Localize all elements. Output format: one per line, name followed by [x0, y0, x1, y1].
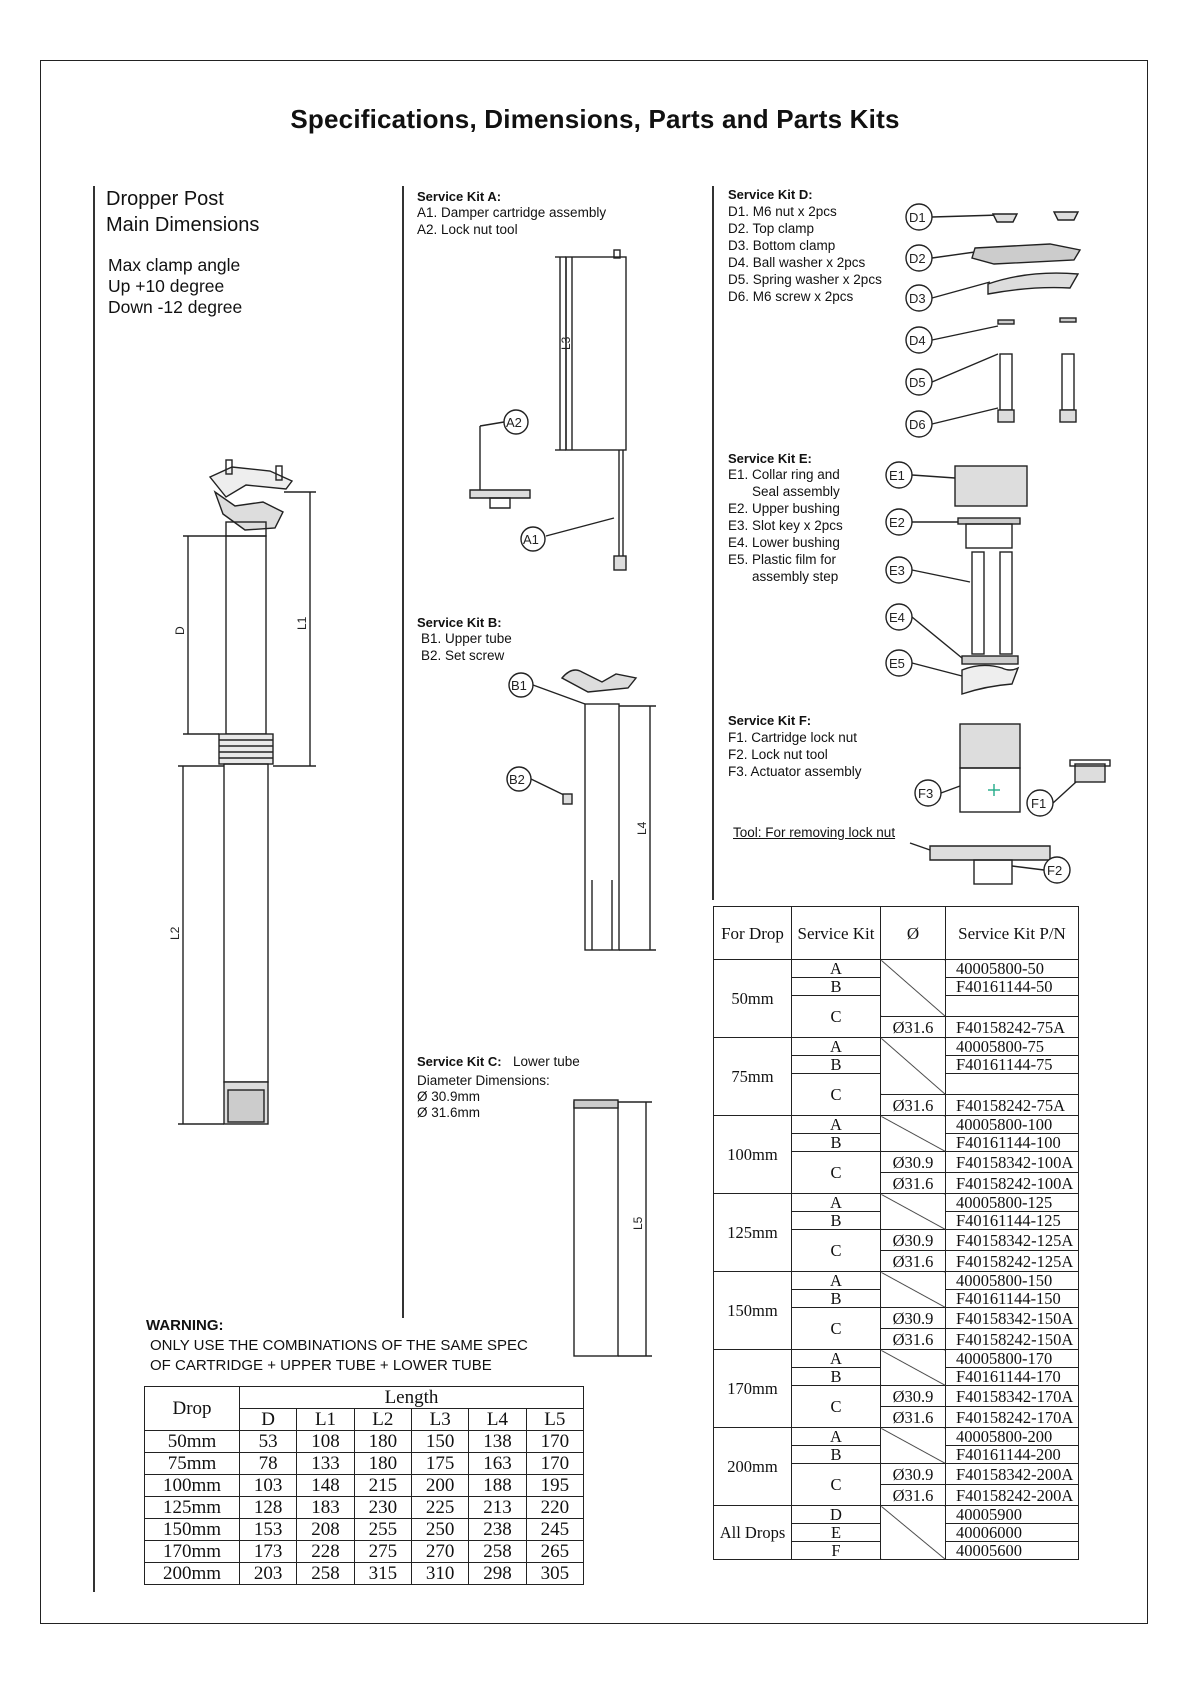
- kit-e-parts: [886, 462, 1027, 694]
- angle-line-3: Down -12 degree: [108, 297, 243, 317]
- kit-diam-cell: Ø30.9: [881, 1152, 946, 1173]
- dim-label-l2: L2: [168, 926, 182, 940]
- dim-label-l5: L5: [631, 1216, 645, 1230]
- kit-pn-cell: F40158342-100A: [946, 1152, 1079, 1173]
- kit-pn-cell: F40161144-50: [946, 978, 1079, 996]
- kit-diam-cell: Ø31.6: [881, 1017, 946, 1038]
- table-row: [145, 1431, 584, 1453]
- dim-value-cell: 173: [240, 1541, 297, 1563]
- kit-c-subtitle: Lower tube: [513, 1054, 580, 1069]
- kit-pn-cell: F40158242-75A: [946, 1017, 1079, 1038]
- service-kit-table: [713, 906, 1079, 1560]
- kit-pn-cell: 40005800-150: [946, 1272, 1079, 1290]
- kit-pn-cell: F40161144-75: [946, 1056, 1079, 1074]
- kit-pn-cell: 40005600: [946, 1542, 1079, 1560]
- kit-c-diam-title: Diameter Dimensions:: [417, 1073, 550, 1088]
- table-row: [714, 960, 1079, 978]
- dim-value-cell: 255: [354, 1519, 411, 1541]
- kit-a-item-2: A2. Lock nut tool: [417, 222, 518, 237]
- dim-value-cell: 133: [297, 1453, 354, 1475]
- dim-value-cell: 215: [354, 1475, 411, 1497]
- dim-col-header: L3: [411, 1409, 468, 1431]
- table-row: [714, 1428, 1079, 1446]
- kit-pn-cell: 40006000: [946, 1524, 1079, 1542]
- callout-d5: D5: [909, 375, 926, 390]
- dim-value-cell: 238: [469, 1519, 526, 1541]
- dim-col-header: L1: [297, 1409, 354, 1431]
- kit-e-item-1: E1. Collar ring and: [728, 467, 840, 482]
- dim-drop-cell: 50mm: [145, 1431, 240, 1453]
- kit-drop-cell: 150mm: [714, 1272, 792, 1350]
- kit-diam-cell: Ø31.6: [881, 1251, 946, 1272]
- kit-diam-slash: [881, 1506, 946, 1560]
- callout-b1: B1: [511, 678, 527, 693]
- kit-header-kit: Service Kit: [792, 907, 881, 960]
- dim-col-header: L2: [354, 1409, 411, 1431]
- kit-diam-slash: [881, 1272, 946, 1308]
- kit-pn-cell: F40158242-100A: [946, 1173, 1079, 1194]
- kit-letter-cell: C: [792, 1230, 881, 1272]
- kit-d-item-2: D2. Top clamp: [728, 221, 815, 236]
- callout-a2: A2: [506, 415, 522, 430]
- kit-e-item-2: E2. Upper bushing: [728, 501, 840, 516]
- kit-letter-cell: C: [792, 1074, 881, 1116]
- kit-pn-cell: F40161144-150: [946, 1290, 1079, 1308]
- callout-f1: F1: [1031, 796, 1047, 811]
- callout-d3: D3: [909, 291, 926, 306]
- dim-drop-header: Drop: [145, 1387, 240, 1431]
- dim-label-d: D: [173, 626, 187, 635]
- kit-letter-cell: B: [792, 1056, 881, 1074]
- dim-col-header: L4: [469, 1409, 526, 1431]
- dim-value-cell: 103: [240, 1475, 297, 1497]
- dim-value-cell: 153: [240, 1519, 297, 1541]
- kit-d-item-6: D6. M6 screw x 2pcs: [728, 289, 854, 304]
- table-row: [714, 1038, 1079, 1056]
- callout-b2: B2: [509, 772, 525, 787]
- kit-header-diam: Ø: [881, 907, 946, 960]
- table-row: [145, 1563, 584, 1585]
- kit-d-item-3: D3. Bottom clamp: [728, 238, 836, 253]
- kit-c-heading: Service Kit C:: [417, 1054, 502, 1069]
- angle-line-1: Max clamp angle: [108, 255, 241, 275]
- dim-value-cell: 170: [526, 1431, 583, 1453]
- dim-col-header: D: [240, 1409, 297, 1431]
- kit-letter-cell: A: [792, 1428, 881, 1446]
- kit-diam-slash: [881, 1428, 946, 1464]
- kit-drop-cell: 75mm: [714, 1038, 792, 1116]
- dim-length-header: Length: [240, 1387, 584, 1409]
- kit-diam-cell: Ø31.6: [881, 1485, 946, 1506]
- table-row: [145, 1475, 584, 1497]
- kit-diam-slash: [881, 960, 946, 1017]
- callout-e3: E3: [889, 563, 905, 578]
- kit-diam-cell: Ø30.9: [881, 1464, 946, 1485]
- tool-label: Tool: For removing lock nut: [733, 825, 896, 840]
- kit-c-diam-2: Ø 31.6mm: [417, 1105, 481, 1120]
- kit-f-item-1: F1. Cartridge lock nut: [728, 730, 858, 745]
- kit-pn-empty: [946, 1074, 1079, 1095]
- kit-pn-cell: 40005800-170: [946, 1350, 1079, 1368]
- kit-f-parts: [910, 724, 1110, 884]
- lock-nut-tool-a2: [470, 410, 614, 551]
- kit-d-heading: Service Kit D:: [728, 187, 813, 202]
- kit-e-item-4: E4. Lower bushing: [728, 535, 840, 550]
- upper-tube-drawing: [507, 670, 656, 950]
- cartridge-drawing: [555, 250, 626, 570]
- kit-f-heading: Service Kit F:: [728, 713, 812, 728]
- kit-header-drop: For Drop: [714, 907, 792, 960]
- table-row: [714, 1194, 1079, 1212]
- kit-diam-slash: [881, 1038, 946, 1095]
- table-row: [145, 1519, 584, 1541]
- table-row: [714, 1350, 1079, 1368]
- kit-letter-cell: C: [792, 1386, 881, 1428]
- kit-b-item-1: B1. Upper tube: [421, 631, 512, 646]
- callout-e2: E2: [889, 515, 905, 530]
- kit-e-item-5: E5. Plastic film for: [728, 552, 837, 567]
- dim-value-cell: 203: [240, 1563, 297, 1585]
- table-row: [145, 1453, 584, 1475]
- kit-pn-cell: F40161144-100: [946, 1134, 1079, 1152]
- kit-drop-cell: 100mm: [714, 1116, 792, 1194]
- kit-body: [714, 960, 1079, 1560]
- dim-value-cell: 228: [297, 1541, 354, 1563]
- dim-drop-cell: 125mm: [145, 1497, 240, 1519]
- warning-line-2: OF CARTRIDGE + UPPER TUBE + LOWER TUBE: [150, 1357, 492, 1374]
- dim-value-cell: 265: [526, 1541, 583, 1563]
- kit-diam-cell: Ø30.9: [881, 1386, 946, 1407]
- kit-e-item-5b: assembly step: [752, 569, 839, 584]
- kit-letter-cell: F: [792, 1542, 881, 1560]
- kit-letter-cell: A: [792, 1038, 881, 1056]
- dim-value-cell: 230: [354, 1497, 411, 1519]
- callout-e5: E5: [889, 656, 905, 671]
- dim-value-cell: 250: [411, 1519, 468, 1541]
- kit-drop-cell: 125mm: [714, 1194, 792, 1272]
- kit-a-heading: Service Kit A:: [417, 189, 502, 204]
- dim-value-cell: 170: [526, 1453, 583, 1475]
- kit-b-heading: Service Kit B:: [417, 615, 502, 630]
- kit-pn-cell: 40005900: [946, 1506, 1079, 1524]
- dim-value-cell: 180: [354, 1453, 411, 1475]
- warning-block: [146, 1316, 528, 1376]
- dim-value-cell: 108: [297, 1431, 354, 1453]
- warning-line-1: ONLY USE THE COMBINATIONS OF THE SAME SPEC: [150, 1337, 528, 1354]
- kit-pn-cell: F40158242-75A: [946, 1095, 1079, 1116]
- kit-diam-cell: Ø31.6: [881, 1173, 946, 1194]
- callout-e1: E1: [889, 468, 905, 483]
- dim-drop-cell: 100mm: [145, 1475, 240, 1497]
- kit-letter-cell: A: [792, 1116, 881, 1134]
- dim-label-l1: L1: [295, 616, 309, 630]
- kit-pn-cell: 40005800-75: [946, 1038, 1079, 1056]
- kit-d-item-1: D1. M6 nut x 2pcs: [728, 204, 837, 219]
- dim-drop-cell: 150mm: [145, 1519, 240, 1541]
- kit-letter-cell: C: [792, 1464, 881, 1506]
- dim-value-cell: 275: [354, 1541, 411, 1563]
- dim-value-cell: 180: [354, 1431, 411, 1453]
- kit-diam-cell: Ø31.6: [881, 1329, 946, 1350]
- kit-pn-cell: F40158242-200A: [946, 1485, 1079, 1506]
- dim-value-cell: 258: [469, 1541, 526, 1563]
- kit-diam-cell: Ø30.9: [881, 1308, 946, 1329]
- kit-pn-cell: 40005800-50: [946, 960, 1079, 978]
- kit-letter-cell: A: [792, 960, 881, 978]
- dim-value-cell: 213: [469, 1497, 526, 1519]
- dim-value-cell: 258: [297, 1563, 354, 1585]
- kit-pn-cell: F40158342-150A: [946, 1308, 1079, 1329]
- kit-pn-cell: F40161144-170: [946, 1368, 1079, 1386]
- dropper-post-drawing: [178, 460, 316, 1124]
- callout-e4: E4: [889, 610, 905, 625]
- kit-pn-cell: F40158242-170A: [946, 1407, 1079, 1428]
- dim-value-cell: 138: [469, 1431, 526, 1453]
- kit-d-item-4: D4. Ball washer x 2pcs: [728, 255, 866, 270]
- kit-b-item-2: B2. Set screw: [421, 648, 505, 663]
- kit-f-item-2: F2. Lock nut tool: [728, 747, 828, 762]
- kit-pn-cell: 40005800-100: [946, 1116, 1079, 1134]
- kit-pn-cell: F40158242-125A: [946, 1251, 1079, 1272]
- kit-pn-cell: 40005800-200: [946, 1428, 1079, 1446]
- dim-value-cell: 208: [297, 1519, 354, 1541]
- dim-value-cell: 270: [411, 1541, 468, 1563]
- kit-e-item-3: E3. Slot key x 2pcs: [728, 518, 843, 533]
- kit-pn-empty: [946, 996, 1079, 1017]
- table-row: [714, 1116, 1079, 1134]
- kit-drop-cell: All Drops: [714, 1506, 792, 1560]
- kit-pn-cell: F40158342-125A: [946, 1230, 1079, 1251]
- page-title: Specifications, Dimensions, Parts and Parts Kits: [290, 104, 900, 134]
- dim-value-cell: 298: [469, 1563, 526, 1585]
- kit-pn-cell: F40158242-150A: [946, 1329, 1079, 1350]
- angle-line-2: Up +10 degree: [108, 276, 225, 296]
- kit-f-item-3: F3. Actuator assembly: [728, 764, 862, 779]
- dim-value-cell: 305: [526, 1563, 583, 1585]
- table-row: [145, 1497, 584, 1519]
- dim-value-cell: 195: [526, 1475, 583, 1497]
- dim-drop-cell: 170mm: [145, 1541, 240, 1563]
- dim-value-cell: 53: [240, 1431, 297, 1453]
- kit-d-parts: [906, 204, 1080, 437]
- kit-pn-cell: F40161144-200: [946, 1446, 1079, 1464]
- dim-value-cell: 315: [354, 1563, 411, 1585]
- kit-diam-cell: Ø31.6: [881, 1095, 946, 1116]
- dimension-table: [144, 1386, 584, 1585]
- kit-diam-slash: [881, 1350, 946, 1386]
- kit-letter-cell: B: [792, 1446, 881, 1464]
- kit-drop-cell: 170mm: [714, 1350, 792, 1428]
- kit-drop-cell: 50mm: [714, 960, 792, 1038]
- dim-value-cell: 245: [526, 1519, 583, 1541]
- kit-pn-cell: F40158342-200A: [946, 1464, 1079, 1485]
- dim-drop-cell: 75mm: [145, 1453, 240, 1475]
- dim-value-cell: 148: [297, 1475, 354, 1497]
- kit-letter-cell: B: [792, 1290, 881, 1308]
- kit-letter-cell: E: [792, 1524, 881, 1542]
- kit-letter-cell: D: [792, 1506, 881, 1524]
- kit-letter-cell: A: [792, 1194, 881, 1212]
- kit-diam-cell: Ø30.9: [881, 1230, 946, 1251]
- kit-letter-cell: C: [792, 1308, 881, 1350]
- dropper-heading-2: Main Dimensions: [106, 214, 260, 236]
- dim-col-header: L5: [526, 1409, 583, 1431]
- callout-f2: F2: [1047, 863, 1063, 878]
- callout-f3: F3: [918, 786, 934, 801]
- dim-body: [145, 1431, 584, 1585]
- dim-label-l3: L3: [559, 336, 573, 350]
- kit-letter-cell: C: [792, 1152, 881, 1194]
- kit-pn-cell: F40161144-125: [946, 1212, 1079, 1230]
- kit-pn-cell: F40158342-170A: [946, 1386, 1079, 1407]
- callout-d2: D2: [909, 251, 926, 266]
- dim-value-cell: 220: [526, 1497, 583, 1519]
- dropper-heading-1: Dropper Post: [106, 188, 224, 210]
- kit-d-item-5: D5. Spring washer x 2pcs: [728, 272, 882, 287]
- dim-value-cell: 200: [411, 1475, 468, 1497]
- dim-value-cell: 163: [469, 1453, 526, 1475]
- dim-value-cell: 183: [297, 1497, 354, 1519]
- table-row: [145, 1541, 584, 1563]
- kit-drop-cell: 200mm: [714, 1428, 792, 1506]
- kit-header-pn: Service Kit P/N: [946, 907, 1079, 960]
- warning-heading: WARNING:: [146, 1317, 224, 1334]
- kit-pn-cell: 40005800-125: [946, 1194, 1079, 1212]
- callout-d1: D1: [909, 210, 926, 225]
- kit-letter-cell: A: [792, 1272, 881, 1290]
- dim-value-cell: 128: [240, 1497, 297, 1519]
- dim-value-cell: 175: [411, 1453, 468, 1475]
- dim-value-cell: 310: [411, 1563, 468, 1585]
- dim-value-cell: 188: [469, 1475, 526, 1497]
- kit-diam-slash: [881, 1116, 946, 1152]
- kit-diam-slash: [881, 1194, 946, 1230]
- dim-value-cell: 150: [411, 1431, 468, 1453]
- table-row: [714, 1506, 1079, 1524]
- kit-letter-cell: A: [792, 1350, 881, 1368]
- kit-letter-cell: C: [792, 996, 881, 1038]
- kit-a-item-1: A1. Damper cartridge assembly: [417, 205, 607, 220]
- kit-e-item-1b: Seal assembly: [752, 484, 840, 499]
- callout-d6: D6: [909, 417, 926, 432]
- dim-drop-cell: 200mm: [145, 1563, 240, 1585]
- kit-letter-cell: B: [792, 1134, 881, 1152]
- callout-a1: A1: [523, 532, 539, 547]
- kit-diam-cell: Ø31.6: [881, 1407, 946, 1428]
- kit-letter-cell: B: [792, 1368, 881, 1386]
- dim-value-cell: 225: [411, 1497, 468, 1519]
- kit-e-heading: Service Kit E:: [728, 451, 812, 466]
- dim-label-l4: L4: [635, 821, 649, 835]
- callout-d4: D4: [909, 333, 926, 348]
- table-row: [714, 1272, 1079, 1290]
- kit-letter-cell: B: [792, 978, 881, 996]
- kit-letter-cell: B: [792, 1212, 881, 1230]
- kit-c-diam-1: Ø 30.9mm: [417, 1089, 481, 1104]
- dim-value-cell: 78: [240, 1453, 297, 1475]
